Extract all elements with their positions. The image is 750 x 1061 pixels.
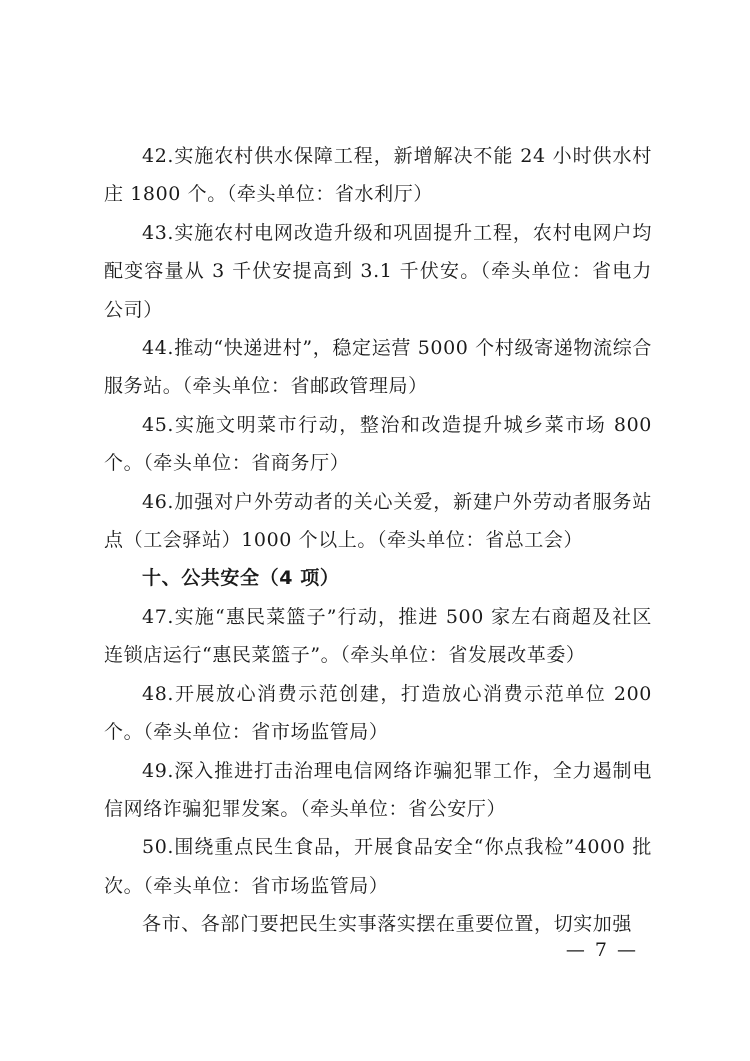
section-heading-public-safety: 十、公共安全（4 项）: [142, 567, 340, 590]
item-50: 50.围绕重点民生食品，开展食品安全“你点我检”4000 批次。（牵头单位：省市场监管局）: [104, 836, 652, 897]
item-48: 48.开展放心消费示范创建，打造放心消费示范单位 200 个。（牵头单位：省市场监管局）: [104, 682, 652, 744]
item-43: 43.实施农村电网改造升级和巩固提升工程，农村电网户均配变容量从 3 千伏安提高到 3.1 千伏安。（牵头单位：省电力公司）: [104, 221, 652, 321]
item-42: 42.实施农村供水保障工程，新增解决不能 24 小时供水村庄 1800 个。（牵头单位：省水利厅）: [104, 145, 652, 206]
item-49: 49.深入推进打击治理电信网络诈骗犯罪工作，全力遏制电信网络诈骗犯罪发案。（牵头单位：省公安厅）: [104, 759, 652, 820]
item-47: 47.实施“惠民菜篮子”行动，推进 500 家左右商超及社区连锁店运行“惠民菜篮子”。（牵头单位：省发展改革委）: [104, 605, 652, 667]
item-46: 46.加强对户外劳动者的关心关爱，新建户外劳动者服务站点（工会驿站）1000 个以上。（牵头单位：省总工会）: [104, 490, 652, 552]
item-44: 44.推动“快递进村”，稳定运营 5000 个村级寄递物流综合服务站。（牵头单位：省邮政管理局）: [104, 337, 652, 398]
item-45: 45.实施文明菜市行动，整治和改造提升城乡菜市场 800 个。（牵头单位：省商务厅）: [104, 413, 652, 475]
document-body: [104, 137, 652, 944]
page-number: — 7 —: [565, 939, 638, 961]
closing-paragraph: 各市、各部门要把民生实事落实摆在重要位置，切实加强: [142, 913, 633, 936]
